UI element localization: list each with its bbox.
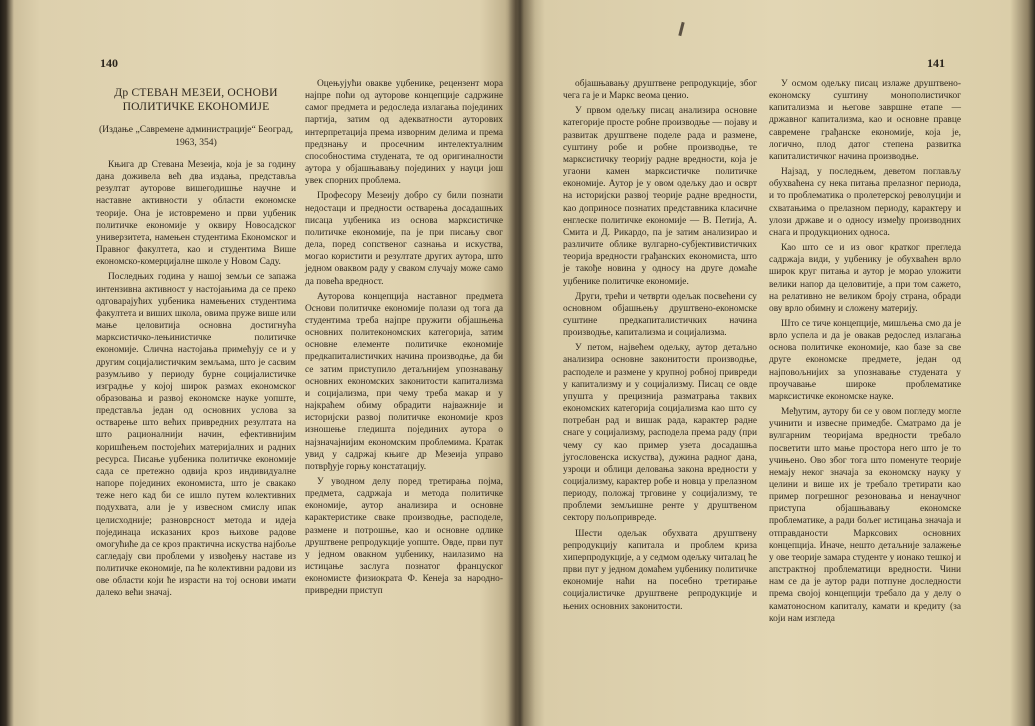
paragraph: Професору Мезеију добро су били познати недостаци и предности остварења досадашњих писаца уџбеника из основа марксистичке политичке економије, па је при писању свог дела, поред сопственог сазнања и искуства, могао користити и резултате других аутора, што једном оваквом раду у сваком случају може само да повећа вредност. [305, 191, 503, 287]
paragraph: објашњавању друштвене репродукције, због чега га је и Маркс веома ценио. [563, 79, 757, 102]
page-number-right: 141 [927, 56, 945, 70]
paragraph: Оцењујући овакве уџбенике, рецензент мора најпре поћи од ауторове концепције садржине самог предмета и редоследа излагања појединих партија, затим од адекватности ауторових интерпретација према изворним делима и према предзнању и просечним интелектуалним способностима студената, те од оригиналности аутора у објашњавању појединих у науци још увек спорних проблема. [305, 79, 503, 187]
book-gutter [505, 0, 535, 726]
left-column-2 [305, 78, 503, 601]
paragraph: Књига др Стевана Мезеија, која је за годину дана доживела већ два издања, представља резултат ауторове вишегодишње научне и наставне активности у области економске теорије. Она је истовремено и први уџбеник политичке економије у оквиру Новосадског универзитета, намењен студентима Економског и Правног факултета, као и студентима Више економско-комерцијалне школе у Новом Саду. [96, 160, 296, 268]
paragraph: У осмом одељку писац излаже друштвено-економску суштину монополистичког капитализма и његове завршне етапе — државног капитализма, као и основне правце савремене грађанске економије, која је, логично, плод датог степена развитка капиталистичког начина производње. [769, 79, 961, 162]
paragraph: Међутим, аутору би се у овом погледу могле учинити и извесне примедбе. Сматрамо да је вулгарним теоријама вредности требало посветити што мање простора него што је то учињено. Ово због тога што поменуте теорије немају неког значаја за економску науку у целини и више их је требало третирати као пример погрешног резоновања и ненаучног приступа објашњавању економске проблематике, а ради бољег истицања значаја и отправданости Марксових основних концепција. Иначе, нешто детаљније залажење у ове теорије замара студенте у ионако тешкој и апстрактној проблематици вредности. Чини нам се да је аутор ради потпуне доследности према својој концепцији требало да у делу о каматоносном капиталу, камати и кредиту (за који нам изгледа [769, 407, 961, 624]
paragraph: Најзад, у последњем, деветом поглављу обухваћена су нека питања прелазног периода, и то проблематика о пролетерској револуцији и схватањима о прелазном периоду, карактеру и улози државе и о односу између производних снага и продукционих односа. [769, 167, 961, 238]
right-column-1 [563, 78, 757, 616]
left-page [40, 0, 510, 726]
paragraph: Ауторова концепција наставног предмета Основи политичке економије полази од тога да студентима треба најпре пружити објашњења основних политекономских категорија, затим основне елементе политичке економије предкапиталистичких начина производње, да би се затим приступило детаљнијем упознавању основних економских законитости капитализма и социјализма, при чему треба макар и у најкраћем обиму обрадити најважније и историјски развој политичке економије кроз изношење гледишта појединих аутора о најзначајнијим економским проблемима. Кратак увид у садржај књиге др Мезеија управо потврђује горњу констатацију. [305, 291, 503, 472]
paragraph: Шести одељак обухвата друштвену репродукцију капитала и проблем криза хиперпродукције, а у седмом одељку читалац ће први пут у једном домаћем уџбенику политичке економије наћи на посебно третирање социјалистичке друштвене репродукције и њених основних законитости. [563, 528, 757, 612]
paragraph: Као што се и из овог кратког прегледа садржаја види, у уџбенику је обухваћен врло широк круг питања и аутор је морао уложити велики напор да целовитије, а при том сажето, на релативно не великом броју страна, обради ову врло обимну и сложену материју. [769, 243, 961, 314]
page-number-left: 140 [100, 56, 118, 70]
paragraph: Што се тиче концепције, мишљења смо да је врло успела и да је овакав редослед излагања основа политичке економије, као базе за све друге економске предмете, један од најповољнијих за упознавање студената у проучавање широке проблематике марксистичке економске науке. [769, 318, 961, 402]
paragraph: Последњих година у нашој земљи се запажа интензивна активност у настојањима да се преко одговарајућих уџбеника намењених студентима факултета и виших школа, овима пруже више или мање целовитија основна достигнућа марксистичко-лењинистичке политичке економије. Слична настојања примећују се и у другим социјалистичким земљама, што је сасвим разумљиво у периоду бурне социјалистичке изградње у којој широк размах економског образовања и развој економске науке уопште, представља један од основних услова за остварење што већих привредних резултата на што рационалнији начин, ефективнијим коришћењем постојећих материјалних и радних ресурса. Писање уџбеника политичке економије сада се претежно одвија кроз индивидуалне напоре појединих економиста, што је свакако теже него кад би се ишло путем колективних подухвата, али је у извесном смислу ипак целисходније; разноврсност метода и идеја појединаца исказаних кроз њихове радове омогућиће да се кроз практична искуства најбоље сагледају сви проблеми у извођењу наставе из политичке економије, па ће колективни радови из ове области који ће израсти на тој основи имати далеко већи значај. [96, 272, 296, 599]
review-heading: Др СТЕВАН МЕЗЕИ, ОСНОВИ ПОЛИТИЧКЕ ЕКОНОМИЈЕ [114, 86, 278, 113]
right-page [555, 0, 1005, 726]
right-column-2 [769, 78, 961, 628]
edition-note: (Издање „Савремене администрације“ Београд, 1963, 354) [98, 124, 293, 148]
paragraph: Други, трећи и четврти одељак посвећени су основном објашњењу друштвено-економске суштине предкапиталистичких начина производње, капитализма и социјализма. [563, 291, 757, 339]
paragraph: У петом, највећем одељку, аутор детаљно анализира основне законитости производње, расподеле и размене у крупној робној привреди у капитализму и у социјализму. Писац се овде упушта у прецизнија разматрања таквих економских категорија социјализма као што су потребан рад и вишак рада, карактер радне снаге у социјализму, расподела према раду (при чему су као пример узета досадашња југословенска искуства), дужина радног дана, узроци и облици деловања закона вредности у социјализму, карактер робе и новца у прелазном периоду, положај трговине у социјализму, те проблеми земљишне ренте у друштвеном сектору пољопривреде. [563, 343, 757, 524]
left-column-1 [96, 78, 296, 603]
paragraph: У уводном делу поред третирања појма, предмета, садржаја и метода политичке економије, аутор анализира и основне карактеристике сваке производње, расподеле, размене и потрошње, као и основне одлике друштвене репродукције уопште. Овде, први пут у једном овакном уџбенику, наилазимо на истицање заслуга познатог француског економисте физиократа Ф. Кенеја за народно-привредни приступ [305, 477, 503, 597]
paragraph: У првом одељку писац анализира основне категорије просте робне производње — појаву и развитак друштвене поделе рада и размене, суштину робе и робне производње, те марксистичку теорију радне вредности, која је угаони камен марксистичке политичке економије. Аутор је у овом одељку дао и осврт на историјски развој теорије радне вредности, као доприносе познатих представника класичне енглеске политичке економије — В. Петија, А. Смита и Д. Рикардо, па је затим анализирао и различите облике вулгарно-субјективистичких теорија вредности грађанских економиста, што је такође новина у односу на друге домаће уџбенике политичке економије. [563, 106, 757, 287]
